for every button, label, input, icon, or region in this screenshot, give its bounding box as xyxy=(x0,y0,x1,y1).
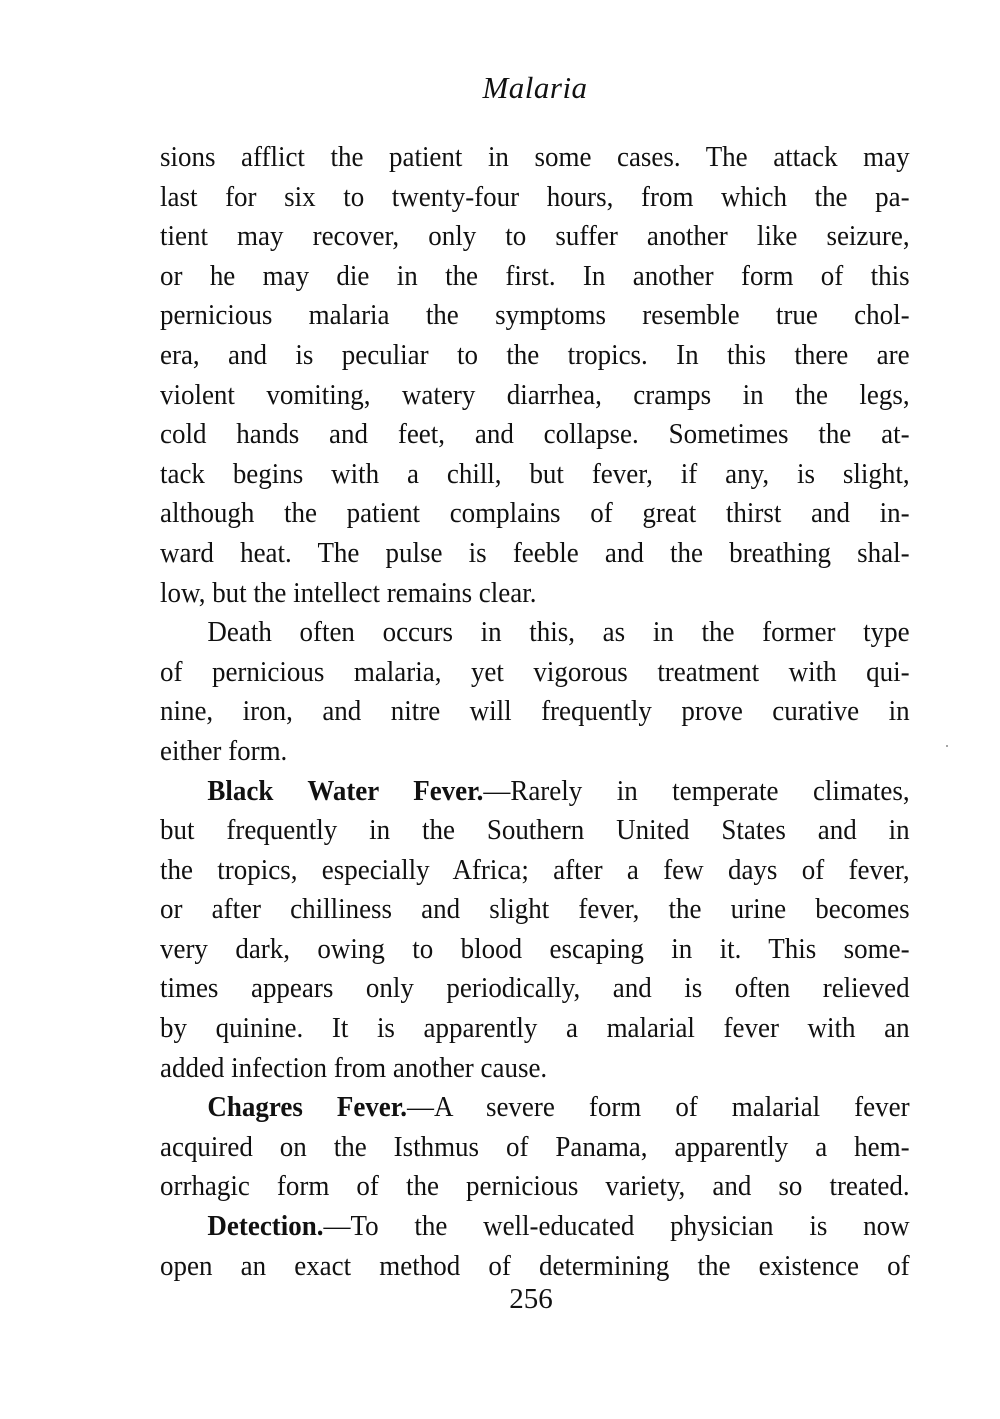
text-line: orrhagic form of the pernicious variety, and so treated. xyxy=(160,1170,910,1203)
text-line: acquired on the Isthmus of Panama, apparently a hem- xyxy=(160,1130,910,1163)
paragraph-chagres-fever xyxy=(160,1088,910,1207)
text-line: nine, iron, and nitre will frequently prove curative in xyxy=(160,695,910,728)
paragraph-detection xyxy=(160,1207,910,1286)
page-number: 256 xyxy=(509,1283,553,1315)
running-head: Malaria xyxy=(482,70,588,105)
text-line: but frequently in the Southern United States and in xyxy=(160,814,910,847)
text-line: or after chilliness and slight fever, the urine becomes xyxy=(160,893,910,926)
scan-speck xyxy=(946,745,948,747)
text-line: violent vomiting, watery diarrhea, cramps in the legs, xyxy=(160,378,910,411)
text-line: pernicious malaria the symptoms resemble true chol- xyxy=(160,299,910,332)
text-line: times appears only periodically, and is often relieved xyxy=(160,972,910,1005)
text-run: —Rarely in temperate climates, xyxy=(483,774,910,807)
paragraph-black-water-fever xyxy=(160,772,910,1089)
text-line: the tropics, especially Africa; after a few days of fever, xyxy=(160,853,910,886)
text-line: tack begins with a chill, but fever, if any, is slight, xyxy=(160,457,910,490)
text-line: of pernicious malaria, yet vigorous treatment with qui- xyxy=(160,655,910,688)
text-run: —To the well-educated physician is now xyxy=(323,1210,910,1243)
section-heading: Chagres Fever. xyxy=(207,1091,407,1124)
text-line: low, but the intellect remains clear. xyxy=(160,576,537,609)
text-line: sions afflict the patient in some cases. The attack may xyxy=(160,141,910,173)
text-run: —A severe form of malarial fever xyxy=(406,1091,910,1124)
body-text xyxy=(160,138,910,1286)
text-line: Death often occurs in this, as in the former type xyxy=(207,616,910,649)
text-line xyxy=(160,1207,910,1247)
text-line: either form. xyxy=(160,734,288,767)
paragraph xyxy=(160,613,910,771)
text-line: last for six to twenty-four hours, from which the pa- xyxy=(160,180,910,213)
text-line: cold hands and feet, and collapse. Sometimes the at- xyxy=(160,418,910,451)
text-line: although the patient complains of great thirst and in- xyxy=(160,497,910,530)
section-heading: Detection. xyxy=(207,1210,324,1243)
text-line: very dark, owing to blood escaping in it. This some- xyxy=(160,932,910,965)
text-line xyxy=(160,1088,910,1128)
text-line: or he may die in the first. In another form of this xyxy=(160,259,910,292)
text-line: by quinine. It is apparently a malarial fever with an xyxy=(160,1012,910,1045)
paragraph xyxy=(160,138,910,613)
text-line: open an exact method of determining the existence of xyxy=(160,1249,910,1282)
text-line xyxy=(160,772,910,812)
section-heading: Black Water Fever. xyxy=(207,774,484,807)
text-line: era, and is peculiar to the tropics. In this there are xyxy=(160,338,910,371)
text-line: tient may recover, only to suffer another like seizure, xyxy=(160,220,910,253)
text-line: ward heat. The pulse is feeble and the breathing shal- xyxy=(160,536,910,569)
text-line: added infection from another cause. xyxy=(160,1051,548,1084)
